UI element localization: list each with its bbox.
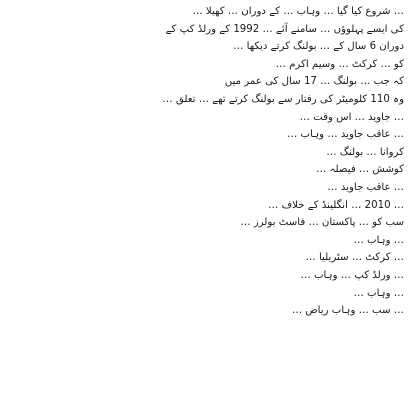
article-line: … کرکٹ … سٹریلیا … [305,252,404,264]
article-line: … 2010 … انگلینڈ کے خلاف … [268,199,404,211]
article-line: … عاقب جاوید … [327,181,404,193]
article-line: … شروع کیا گیا … وہاب … کے دوران … کھیلا … [192,6,404,17]
article-line: سب کو … پاکستان … فاسٹ بولرز … [240,217,404,229]
article-line: وہ 110 کلومیٹر کی رفتار سے بولنگ کرتے تھے … تعلق … [162,93,404,105]
article-line: … عاقب جاوید … وہاب … [287,129,404,141]
article-line: … وہاب … [353,287,404,299]
article-line: کو … کرکٹ … وسیم اکرم … [275,58,404,70]
article-line: … ورلڈ کپ … وہاب … [300,269,404,281]
article-line: … سب … وہاب ریاض … [291,305,404,317]
article-line: کروانا … بولنگ … [326,146,404,158]
article-line: … جاوید … اس وقت … [299,111,404,123]
article-line: کوشش … فیصلہ … [316,164,404,176]
article-line: دوران 6 سال کے … بولنگ کرتے دیکھا … [233,41,404,53]
article-line: کی ایسے پہلوؤں … سامنے آئے … 1992 کے ورلڈ کپ کے [165,23,404,35]
article-body [6,3,404,408]
article-line: کہ جب … بولنگ … 17 سال کی عمر میں [224,76,404,88]
article-line: … وہاب … [353,234,404,246]
